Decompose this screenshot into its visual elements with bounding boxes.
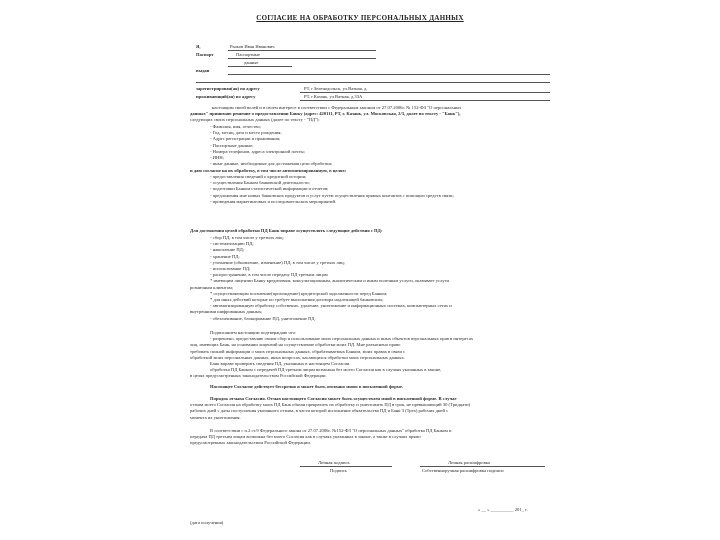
field-value-reg-address: РТ, г.Зеленодольск, ул.Ватная, д. — [304, 86, 368, 91]
consent-line: лиц, имеющих Банк, на основании лицензий на осуществление обработки моих ПД. Мне разъяснено право — [190, 342, 401, 348]
field-line-passport-2 — [228, 66, 292, 67]
field-line-live-address — [300, 100, 550, 101]
list-item: - уточнение (обновление, изменение) ПД, в том числе у третьих лиц; — [210, 259, 345, 265]
list-item: - Паспортные данные; — [210, 142, 254, 148]
consent-line: требовать полной информации о моих персональных данных, обрабатываемых Банком, моих правах в связи с — [190, 348, 406, 354]
actions-heading-text: Для достижения целей обработки ПД Банк вправе осуществлять следующие действия с ПД: — [190, 228, 383, 233]
list-item: - предложения мне новых банковских продуктов и услуг путем осуществления прямых контактов с помощью средств связи; — [210, 192, 454, 198]
field-label-reg-address: зарегистрирован(ая) по адресу — [196, 86, 260, 91]
field-line-reg-address — [300, 92, 550, 93]
notice-block — [190, 428, 540, 447]
term-line: Настоящее Согласие действует бессрочно и может быть отозвано мною в письменной форме. — [210, 384, 404, 389]
consent-line: - разрешено, предоставляю своим сбор и использование моих персональных данных и иных объектов персональных прав в интересах — [210, 336, 474, 342]
list-item: - систематизацию ПД; — [210, 241, 254, 247]
document-title: СОГЛАСИЕ НА ОБРАБОТКУ ПЕРСОНАЛЬНЫХ ДАННЫХ — [256, 14, 464, 22]
notice-line: В соответствии с п.2 ст.9 Федерального закона от 27.07.2006г. №152-ФЗ "О персональных данных" обработка ПД Банком и — [210, 428, 452, 433]
actions-list — [190, 235, 540, 322]
actions-heading — [190, 228, 540, 234]
list-item: внутренними шифрованных данных; — [190, 309, 263, 315]
revoke-line: рабочих дней с даты поступления указанного отзыва, в части которой исполнение обязательства ПД и Банк 3 (Трех) рабочих дней с — [190, 408, 449, 414]
field-value-live-address: РТ, г.Казань, ул.Ватная, д.33А — [304, 94, 363, 99]
list-item: - автоматизированную обработку собственно, удаление, уничтожение и информационных системах, компьютерных сетях и — [210, 303, 452, 309]
list-item: - проведения маркетинговых и исследовательских мероприятий. — [210, 198, 337, 204]
name-caption: Собственноручная расшифровка подписи — [422, 468, 504, 473]
field-line-issued — [228, 74, 550, 75]
list-item: розничным клиентам; — [190, 284, 234, 290]
consent-line: обработкой моих персональных данных, иных вопросах, касающихся обработки моих персональных данных. — [190, 354, 405, 360]
field-line-passport — [228, 58, 376, 59]
list-item: - осуществления Банком банковской деятельности; — [210, 180, 310, 186]
consent-line: в целях предусмотренных законодательством Российской Федерации. — [190, 373, 327, 379]
consent-line: обработка ПД Банком с передачей ПД третьим лицам возможна без моего Согласия как в случаях указанных в законе, — [210, 367, 442, 373]
list-item: * для иных действий которые по требует выполнения договора надлежащей банковских; — [210, 297, 384, 303]
list-item: - предоставления сведений о кредитной истории; — [210, 174, 307, 179]
term-block — [190, 384, 540, 390]
sign-caption: Подпись — [330, 468, 347, 473]
consent-line: Подписанием настоящим подтверждаю что: — [210, 330, 297, 335]
consent-block — [190, 330, 540, 380]
consent-line: Банк вправе проверить сведения ПД, указанных в настоящем Согласии. — [210, 361, 351, 367]
field-value-passport: Паспортные — [236, 52, 260, 57]
list-item: - хранение ПД; — [210, 253, 240, 259]
list-item: - ИНН; — [210, 155, 224, 161]
list-item: - Фамилия, имя, отчество; — [210, 124, 262, 129]
purpose-heading-text: и даю согласие на их обработку, в том числе автоматизированную, в целях: — [190, 168, 347, 173]
pd-list — [210, 124, 540, 167]
notice-line: предусмотренных законодательством Российской Федерации. — [190, 440, 311, 446]
list-item: - Номера телефонов, адреса электронной почты; — [210, 148, 305, 154]
list-item: - сбор ПД, в том числе у третьих лиц; — [210, 235, 284, 240]
revoke-line: момента их уничтожения. — [190, 414, 241, 420]
footer-note: (дата получения) — [190, 520, 224, 525]
field-label-live-address: проживающий(ая) по адресу — [196, 94, 256, 99]
list-item: - иные данные, необходимые для достижения цели обработки; — [210, 161, 333, 167]
sign-line — [300, 466, 392, 467]
notice-line: передача ПД третьим лицам возможна без моего Согласия как в случаях указанных в законе, а также в случаях прямо — [190, 434, 421, 440]
list-item: - подготовки Банком статистической информации и отчетов; — [210, 186, 329, 192]
name-hint: Личная расшифровка — [448, 460, 490, 465]
field-line-name — [228, 50, 376, 51]
list-item: - обезличивание, блокирование ПД, уничтожение ПД. — [210, 315, 316, 321]
list-item: - распространение, в том числе передачу ПД третьим лицам — [210, 272, 328, 278]
list-item: - Год, месяц, дата и место рождения; — [210, 130, 282, 136]
list-item: * имеющим лицензии Банку кредитовым, консультационным, аналитическим и иным полезным услуги, оказывает услуги — [210, 278, 450, 284]
intro-block — [190, 105, 540, 124]
field-label-name: Я, — [196, 44, 201, 49]
intro-line: данных" принимаю решение о предоставлении Банку (адрес: 420111, РТ, г. Казань, ул. Московская, 2/3, далее по тексту - "Банк"), — [190, 111, 461, 117]
revoke-line: отзыва моего Согласия на обработку моих ПД Банк обязан прекратить их обработку и уничтожить ПД в срок, не превышающий 30 (Тридцати) — [190, 402, 471, 408]
list-item: - Адрес регистрации и проживания; — [210, 136, 281, 142]
sign-hint: Личная подпись — [318, 460, 350, 465]
intro-line: следующих своих персональных данных (далее по тексту - "ПД"): — [190, 117, 320, 123]
purpose-list — [210, 174, 540, 205]
list-item: * осуществляющим погашение(прохождение) кредиторской задолженности перед Банком; — [210, 290, 388, 296]
revoke-block — [190, 396, 540, 421]
field-label-passport: Паспорт — [196, 52, 214, 57]
intro-line: настоящим своей волей и в своем интересе в соответствии с Федеральным законом от 27.07.2006г. № 152-ФЗ "О персональных — [212, 105, 462, 110]
name-line — [420, 466, 545, 467]
revoke-line: Порядок отзыва Согласия. Отзыв настоящего Согласия может быть осуществлен мной в письменной форме. В случае — [210, 396, 457, 401]
signature-date: « __ » __________ 201_ г. — [478, 507, 528, 512]
field-value-passport-2: данные — [244, 60, 259, 65]
list-item: - накопление ПД; — [210, 247, 245, 253]
field-line-issued-2 — [196, 82, 550, 83]
list-item: - использование ПД; — [210, 266, 251, 272]
field-value-name: Рыжов Иван Иванович — [230, 44, 275, 49]
field-label-issued: выдан — [196, 68, 210, 73]
